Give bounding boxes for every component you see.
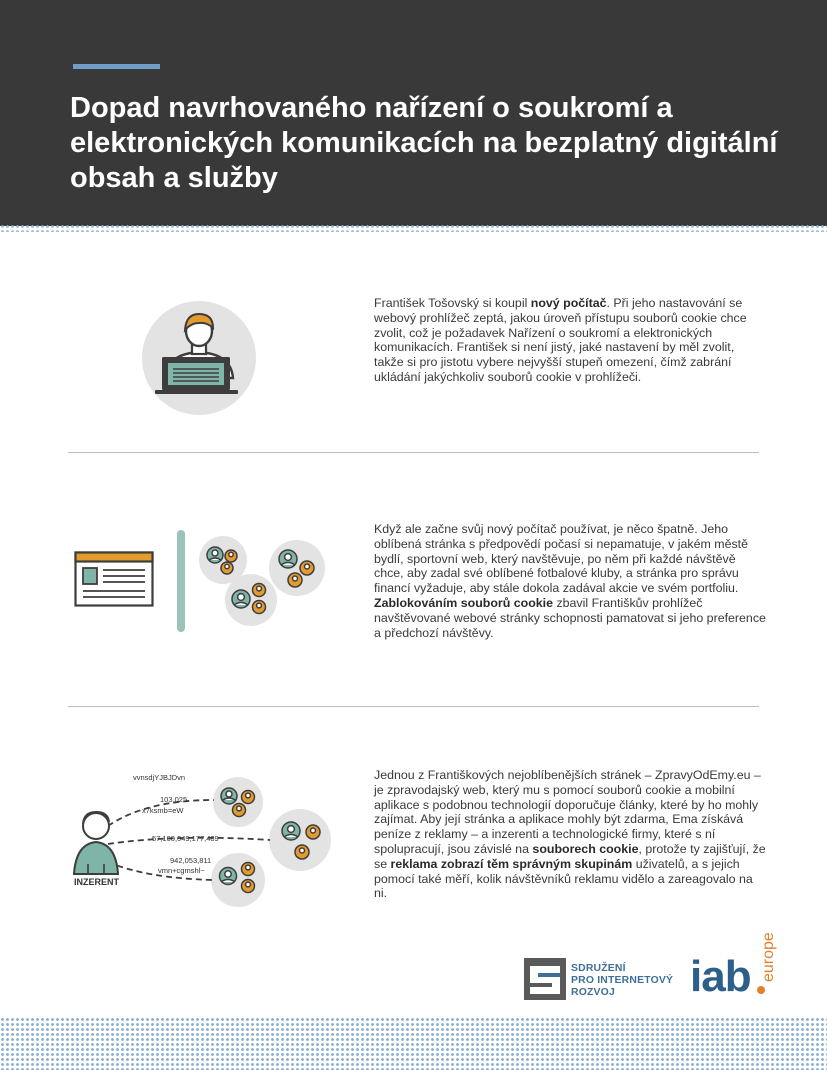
diagram-code-3: x7ksmb=eW [142,806,184,815]
section-3-text: Jednou z Františkových nejoblíbenějších stránek – ZpravyOdEmy.eu – je zpravodajský web, který mu s pomocí souborů cookie a mobilní aplikace s podobnou technologií doporučuje články, které by ho mohly zajímat. Aby její stránka a aplikace mohly být zdarma, Ema získává peníze z reklamy – a inzerenti a technologické firmy, které s ní spolupracují, jsou závislé na souborech cookie, protože ty zajišťují, že se reklama zobrazí těm správným skupinám uživatelů, a s jejich pomocí také měří, kolik návštěvníků reklamu vidělo a zareagovalo na ni. [374,768,766,901]
iab-europe-logo [690,920,780,1002]
bottom-dot-strip [0,1017,827,1070]
bold-phrase: Zablokováním souborů cookie [374,595,554,610]
diagram-code-2: 103,025 [160,795,188,804]
bold-phrase: reklama zobrazí těm správným skupinám [390,856,633,871]
diagram-code-4: 57,100,049,177,489 [152,834,219,843]
section-divider [68,452,759,453]
advertiser-label: INZERENT [74,877,119,887]
sprir-logo-icon [524,958,566,1000]
sprir-logo-text: SDRUŽENÍ PRO INTERNETOVÝ ROZVOJ [571,963,674,998]
diagram-code-1: vvnsdjYJBJDvn [133,773,186,782]
section-2-text: Když ale začne svůj nový počítač používat, je něco špatně. Jeho oblíbená stránka s předpovědí počasí si nepamatuje, v jakém městě bydlí, sportovní web, který navštěvuje, po něm při každé návštěvě chce, aby zadal své oblíbené fotbalové kluby, a stránka pro správu financí vyžaduje, aby stále dokola zadával akcie ve svém portfoliu. Zablokováním souborů cookie zbavil Františkův prohlížeč navštěvované webové stránky schopnosti pamatovat si jeho preference a předchozí návštěvy. [374,522,766,640]
bold-phrase: souborech cookie [532,841,639,856]
bold-phrase: nový počítač [530,296,607,310]
section-divider [68,706,759,707]
top-dot-strip [0,224,827,232]
iab-dot [757,986,765,994]
section-1-text: František Tošovský si koupil nový počítač. Při jeho nastavování se webový prohlížeč zeptá, jakou úroveň přístupu souborů cookie chce zvolit, což je požadavek Nařízení o soukromí a elektronických komunikacích. František si není jistý, jaké nastavení by měl zvolit, takže si pro jistotu vybere nejvyšší stupeň omezení, čímž zabrání ukládání jakýchkoliv souborů cookie v prohlížeči. [374,296,747,384]
accent-bar [73,64,160,69]
browser-window-icon [74,551,154,607]
page-title: Dopad navrhovaného nařízení o soukromí a elektronických komunikacích na bezplatný digitální obsah a služby [70,92,778,194]
header-banner [0,0,827,226]
diagram-code-6: vmn+cgmshl~ [158,866,205,875]
person-at-laptop-icon [141,300,257,416]
iab-europe-text: europe [760,932,777,982]
divider-bar [177,530,185,632]
diagram-code-5: 942,053,811 [170,856,212,865]
user-group-icons [195,530,335,630]
iab-logo-text: iab [690,952,751,1001]
